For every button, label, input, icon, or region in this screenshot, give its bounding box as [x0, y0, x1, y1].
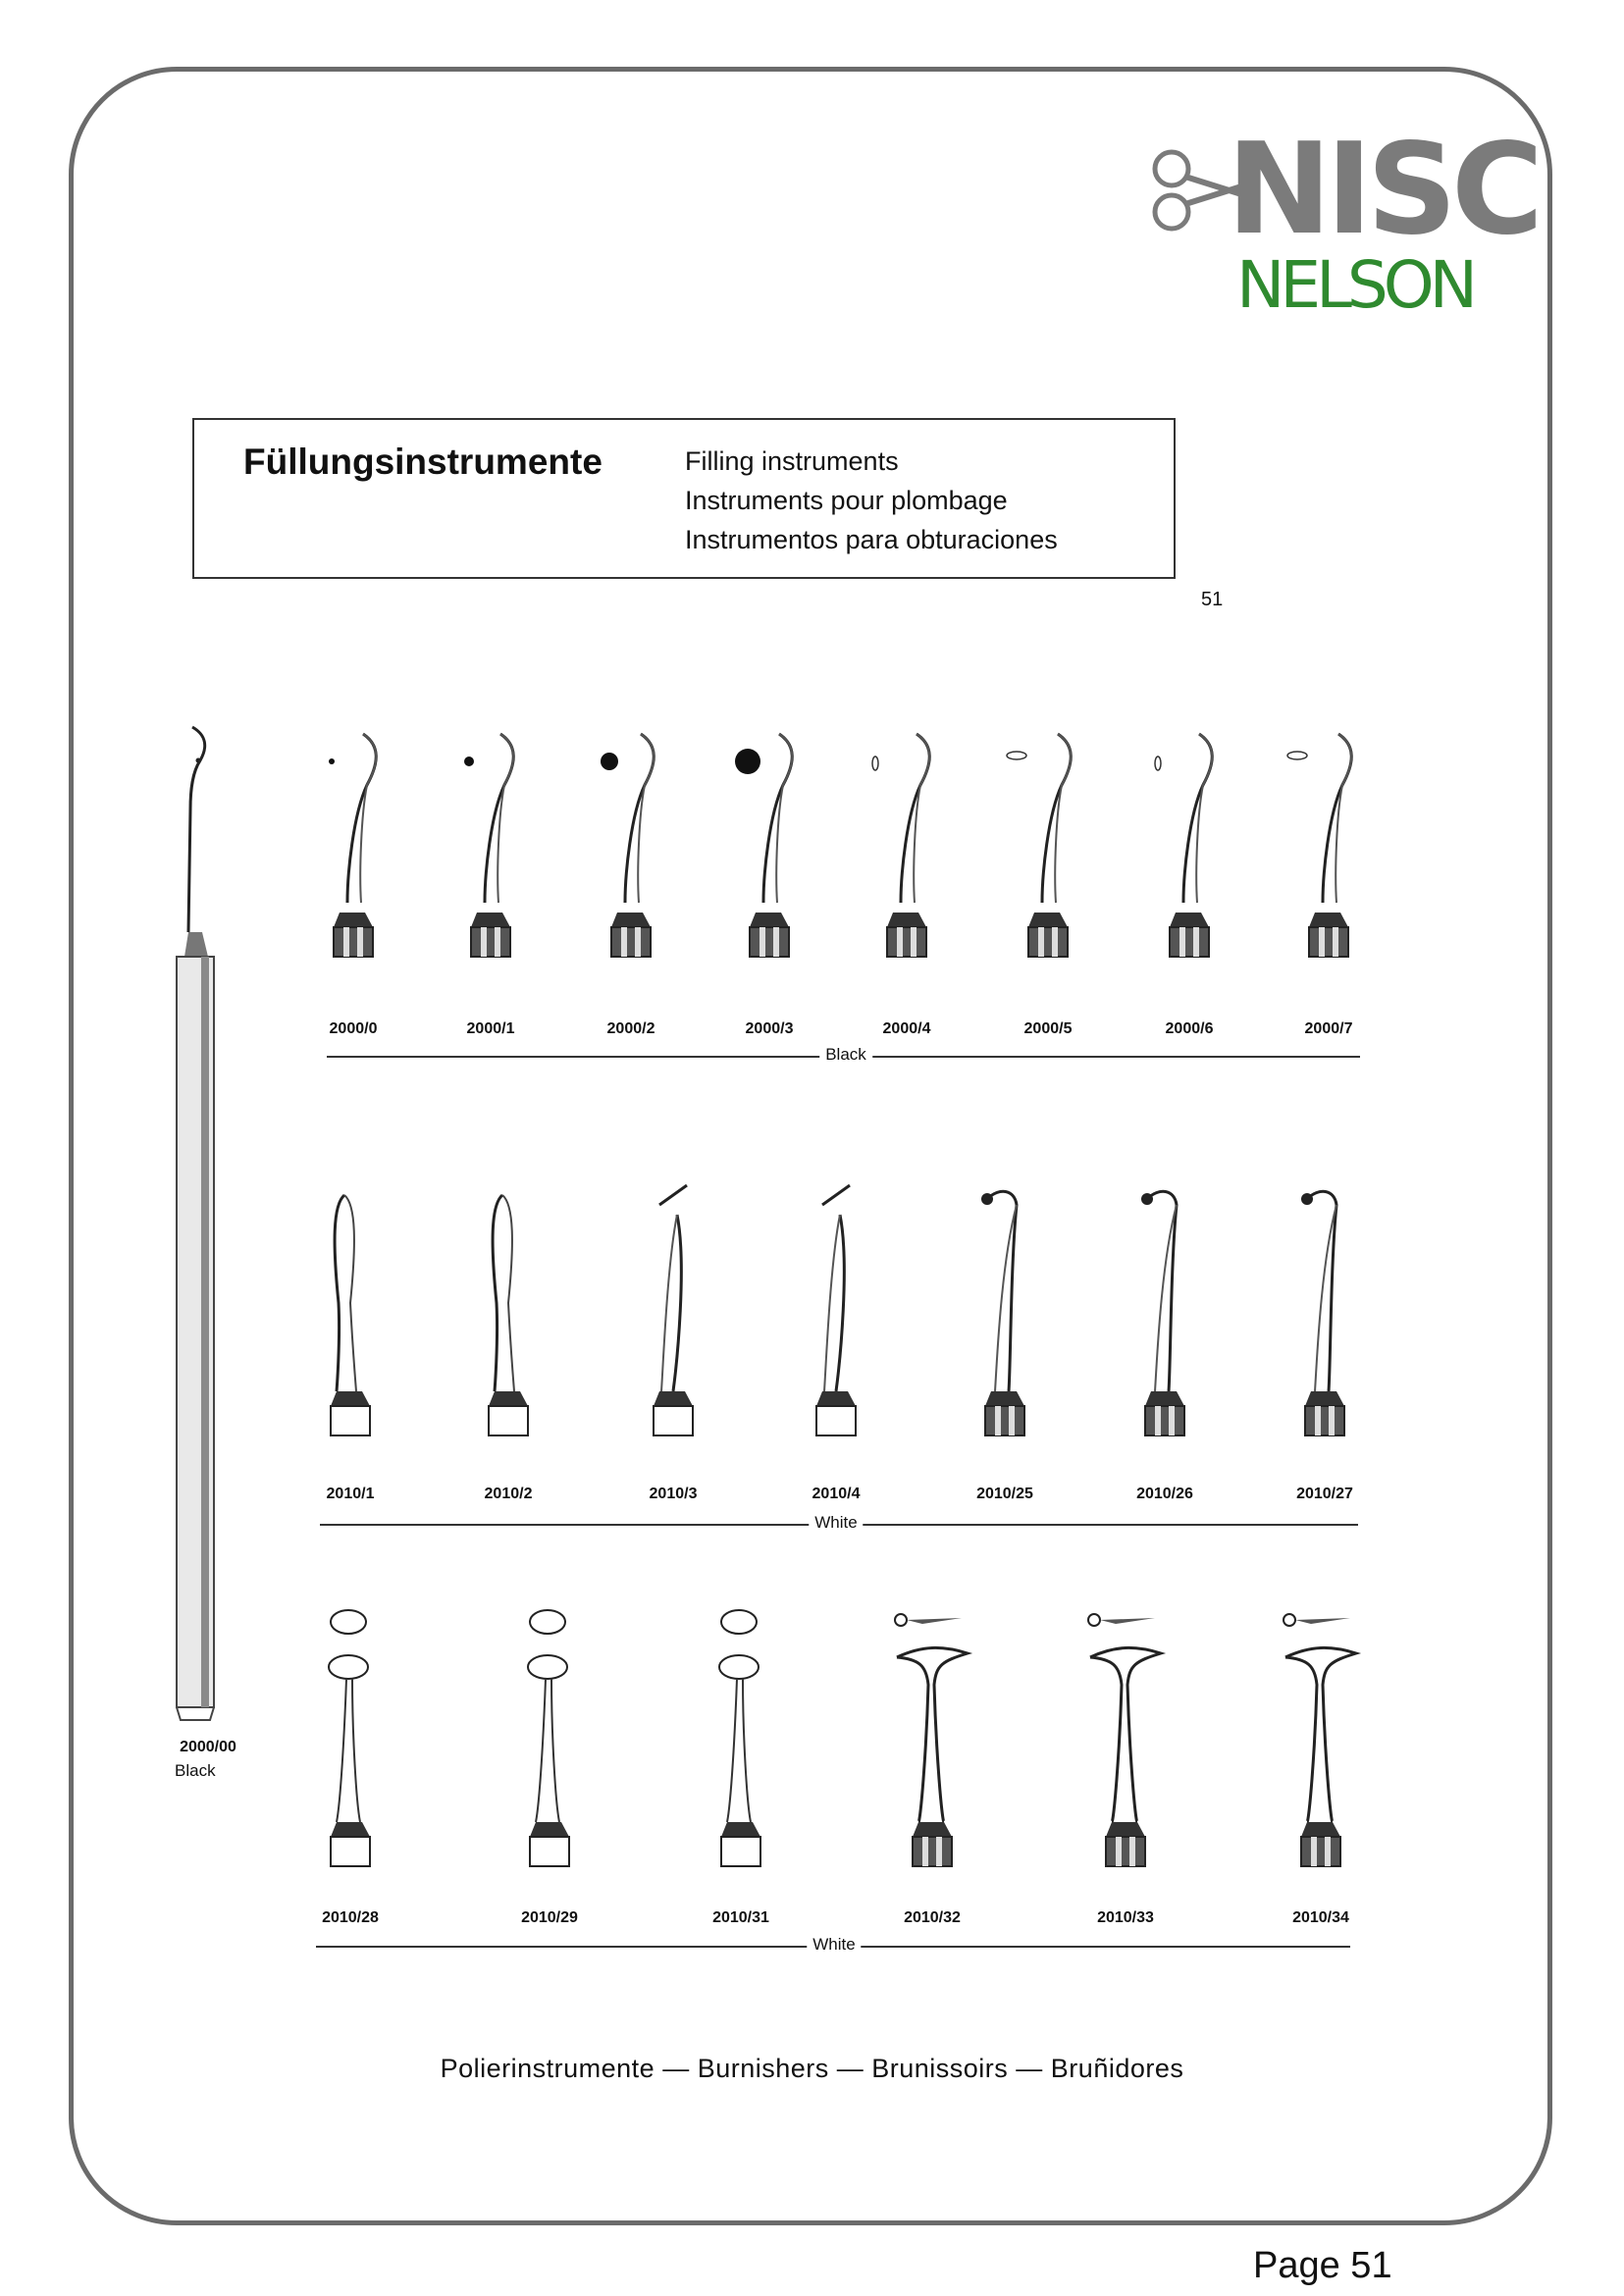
row-2-label: White [809, 1513, 863, 1533]
label-2000-00-black: Black [175, 1761, 216, 1780]
code-2000-2: 2000/2 [606, 1020, 655, 1037]
logo-letters: NISC [1227, 117, 1538, 263]
instrument-2010-3-illustration [619, 1185, 727, 1470]
code-2010-32: 2010/32 [904, 1909, 961, 1926]
code-2000-7: 2000/7 [1304, 1020, 1353, 1037]
code-2010-33: 2010/33 [1097, 1909, 1154, 1926]
catalog-page-number: 51 [1201, 589, 1224, 610]
instrument-2000-2-illustration [577, 726, 685, 991]
title-spanish: Instrumentos para obturaciones [685, 525, 1058, 554]
instrument-2000-1-illustration [437, 726, 545, 991]
code-2010-1: 2010/1 [326, 1486, 375, 1502]
logo-name: NELSON [1236, 247, 1474, 323]
instrument-2000-3-illustration [715, 726, 823, 991]
code-2010-25: 2010/25 [976, 1486, 1033, 1502]
instrument-2010-33-illustration [1072, 1606, 1179, 1901]
title-english: Filling instruments [685, 446, 899, 476]
code-2000-0: 2000/0 [329, 1020, 378, 1037]
page-label: Page 51 [1253, 2245, 1392, 2286]
instrument-2010-1-illustration [296, 1185, 404, 1470]
code-2000-4: 2000/4 [882, 1020, 931, 1037]
code-2010-34: 2010/34 [1292, 1909, 1349, 1926]
instrument-2010-27-illustration [1271, 1185, 1379, 1470]
instrument-2000-0-illustration [299, 726, 407, 991]
code-2010-31: 2010/31 [712, 1909, 769, 1926]
instrument-2000-5-illustration [994, 726, 1102, 991]
instrument-2000-00-illustration [167, 721, 226, 1722]
code-2010-26: 2010/26 [1136, 1486, 1193, 1502]
instrument-2010-28-illustration [296, 1606, 404, 1901]
instrument-2010-29-illustration [496, 1606, 603, 1901]
instrument-2000-6-illustration [1135, 726, 1243, 991]
title-box [192, 418, 1176, 579]
title-french: Instruments pour plombage [685, 486, 1008, 515]
row-1-label: Black [819, 1045, 872, 1065]
code-2010-28: 2010/28 [322, 1909, 379, 1926]
title-german: Füllungsinstrumente [243, 442, 602, 482]
code-2000-00: 2000/00 [180, 1739, 236, 1755]
code-2010-4: 2010/4 [812, 1486, 861, 1502]
code-2010-29: 2010/29 [521, 1909, 578, 1926]
instrument-2010-31-illustration [687, 1606, 795, 1901]
title-translations [685, 442, 1058, 559]
instrument-2010-25-illustration [951, 1185, 1059, 1470]
instrument-2000-7-illustration [1275, 726, 1383, 991]
code-2010-3: 2010/3 [649, 1486, 698, 1502]
instrument-2010-2-illustration [454, 1185, 562, 1470]
page-frame [69, 67, 1552, 2225]
bottom-caption: Polierinstrumente — Burnishers — Brunissoirs — Bruñidores [440, 2054, 1184, 2083]
code-2000-3: 2000/3 [745, 1020, 794, 1037]
code-2000-6: 2000/6 [1165, 1020, 1214, 1037]
nelson-logo [1148, 117, 1538, 334]
instrument-2010-34-illustration [1267, 1606, 1375, 1901]
code-2010-27: 2010/27 [1296, 1486, 1353, 1502]
instrument-2010-32-illustration [878, 1606, 986, 1901]
row-3-label: White [807, 1935, 861, 1955]
instrument-2000-4-illustration [853, 726, 961, 991]
code-2000-5: 2000/5 [1023, 1020, 1073, 1037]
instrument-2010-4-illustration [782, 1185, 890, 1470]
code-2010-2: 2010/2 [484, 1486, 533, 1502]
instrument-2010-26-illustration [1111, 1185, 1219, 1470]
code-2000-1: 2000/1 [466, 1020, 515, 1037]
